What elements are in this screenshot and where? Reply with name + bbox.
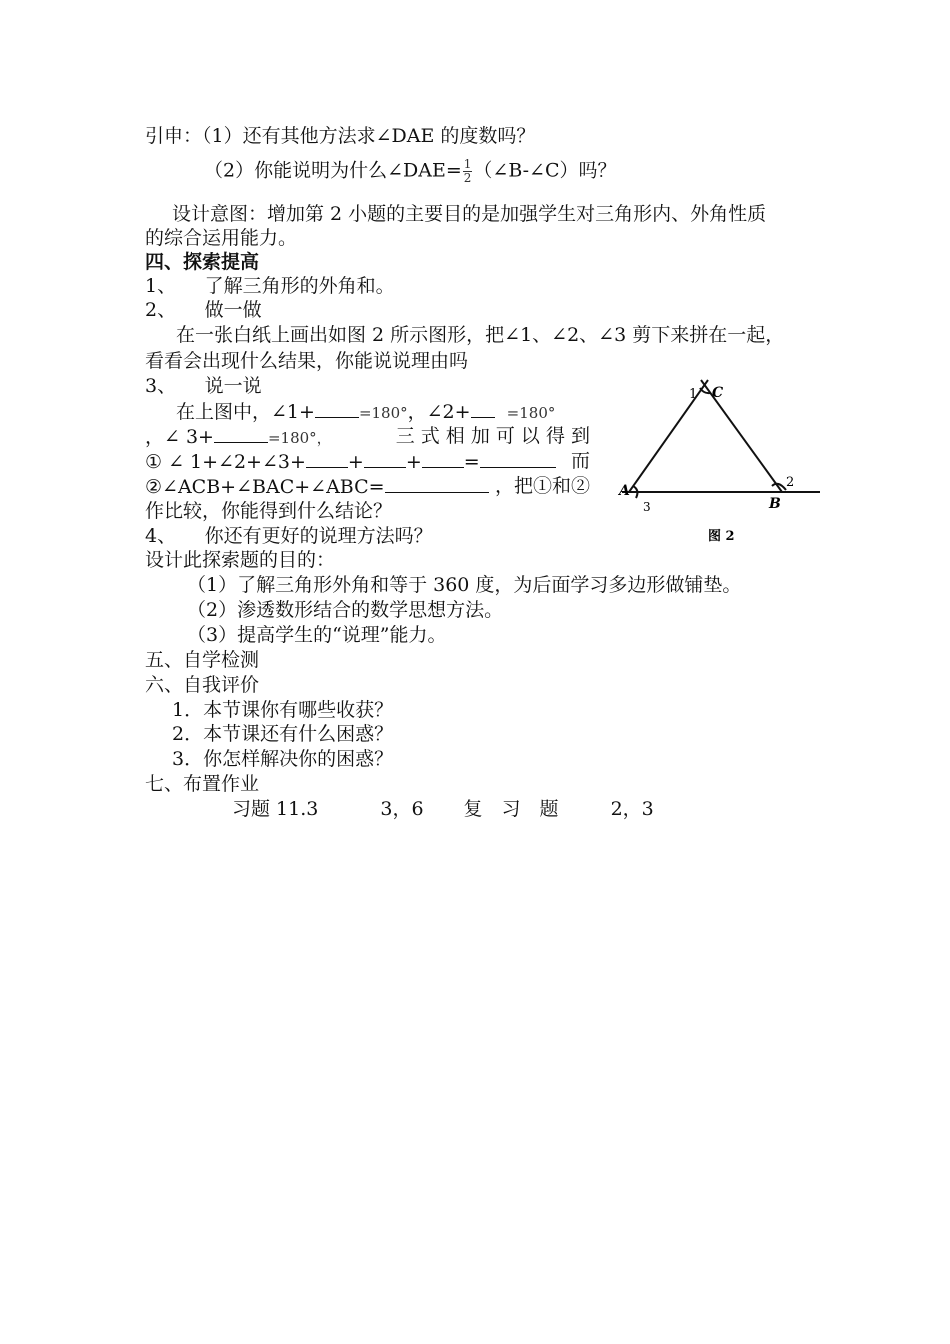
vertex-A-label: A [619, 483, 630, 499]
say-line4-a: ②∠ACB+∠BAC+∠ABC= [145, 476, 385, 498]
say-line3-a: ① ∠ 1+∠2+∠3+ [145, 451, 306, 473]
section4-item4: 4、 你还有更好的说理方法吗？ [145, 525, 433, 547]
fraction-numerator: 1 [463, 157, 472, 171]
angle-3-label: 3 [643, 500, 651, 514]
say-line1-c: ，∠2+ [407, 401, 471, 423]
self-eval-item-1: 1．本节课你有哪些收获？ [172, 699, 394, 721]
say-line2-b: =180°， [267, 429, 332, 447]
extension-q1-text: （1）还有其他方法求∠DAE 的度数吗？ [202, 125, 536, 147]
section4-heading: 四、探索提高 [145, 251, 260, 273]
figure-caption: 图 2 [708, 529, 735, 544]
purpose-title: 设计此探索题的目的： [145, 549, 336, 571]
say-line2-a: ，∠ 3+ [145, 426, 214, 448]
fraction-denominator: 2 [463, 171, 472, 185]
section4-item2-text-line2: 看看会出现什么结果，你能说说理由吗 [145, 350, 469, 372]
purpose-2: （2）渗透数形结合的数学思想方法。 [187, 599, 504, 621]
section4-item2-text-line1: 在一张白纸上画出如图 2 所示图形，把∠1、∠2、∠3 剪下来拼在一起， [176, 324, 785, 346]
section4-item3: 3、 说一说 [145, 375, 262, 397]
homework-review: 复 习 题 [463, 798, 559, 820]
equals-sign: = [463, 451, 480, 473]
self-eval-item-3: 3．你怎样解决你的困惑？ [172, 748, 394, 770]
purpose-3: （3）提高学生的“说理”能力。 [187, 624, 447, 646]
say-line5: 作比较，你能得到什么结论？ [145, 500, 393, 522]
design-intent-line1: 设计意图：增加第 2 小题的主要目的是加强学生对三角形内、外角性质 [172, 203, 767, 225]
plus-sign: + [347, 451, 364, 473]
say-line4-b: ，把①和② [494, 475, 590, 497]
vertex-C-label: C [712, 385, 724, 401]
angle-1-label: 1 [689, 387, 698, 402]
extension-q2-suffix: （∠B-∠C）吗？ [473, 159, 617, 182]
section7-heading: 七、布置作业 [145, 773, 260, 795]
plus-sign: + [405, 451, 422, 473]
design-intent-line2: 的综合运用能力。 [145, 227, 298, 249]
vertex-B-label: B [769, 496, 781, 512]
purpose-1: （1）了解三角形外角和等于 360 度，为后面学习多边形做铺垫。 [187, 574, 742, 596]
section6-heading: 六、自我评价 [145, 674, 260, 696]
homework-exercise: 习题 11.3 [232, 798, 319, 820]
homework-exercise-numbers: 3，6 [380, 798, 424, 820]
say-line1-d: =180° [506, 404, 556, 422]
homework-review-numbers: 2，3 [610, 798, 654, 820]
say-line1-a: 在上图中，∠1+ [176, 401, 315, 423]
angle-2-label: 2 [786, 475, 795, 490]
say-line2-c: 三 式 相 加 可 以 得 到 [395, 425, 590, 447]
section5-heading: 五、自学检测 [145, 649, 260, 671]
section4-item2: 2、 做一做 [145, 299, 262, 321]
section4-item1: 1、 了解三角形的外角和。 [145, 275, 395, 297]
extension-label: 引申： [145, 125, 203, 147]
say-line3-b: 而 [570, 450, 590, 472]
self-eval-item-2: 2．本节课还有什么困惑？ [172, 723, 394, 745]
extension-q2-prefix: （2）你能说明为什么∠DAE= [204, 159, 462, 182]
say-line1-b: =180° [358, 404, 408, 422]
